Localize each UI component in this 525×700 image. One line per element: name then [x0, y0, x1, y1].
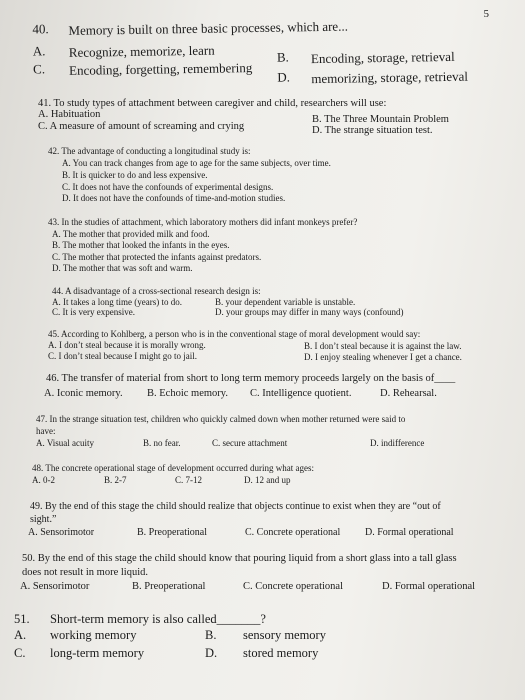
option-text: C. A measure of amount of screaming and crying: [38, 121, 245, 132]
question-stem: Memory is built on three basic processes, which are...: [68, 18, 349, 38]
question-stem: Short-term memory is also called_______?: [50, 612, 266, 626]
question-number: 51.: [14, 612, 30, 626]
question-stem-line: have:: [36, 426, 56, 436]
option-text: A. The mother that provided milk and food.: [52, 229, 210, 239]
question-stem: 41. To study types of attachment between caregiver and child, researchers will use:: [38, 98, 387, 109]
option-text: B. I don’t steal because it is against the law.: [304, 341, 462, 351]
option-text: A. Habituation: [38, 109, 101, 120]
question-stem-line: 47. In the strange situation test, children who quickly calmed down when mother returned were said to: [36, 414, 406, 424]
option-text: B. Preoperational: [132, 581, 206, 592]
option-text: A. 0-2: [32, 475, 55, 485]
option-text: long-term memory: [50, 646, 145, 660]
option-text: A. Iconic memory.: [44, 388, 123, 399]
option-text: D. Formal operational: [365, 527, 454, 538]
question-stem: 42. The advantage of conducting a longitudinal study is:: [48, 146, 251, 156]
option-letter: C.: [14, 646, 26, 660]
option-text: B. The Three Mountain Problem: [312, 114, 449, 125]
option-text: C. Concrete operational: [243, 581, 344, 592]
option-letter: B.: [205, 628, 217, 642]
option-letter: D.: [277, 69, 291, 85]
option-text: A. I don’t steal because it is morally wrong.: [48, 340, 206, 350]
option-letter: B.: [276, 49, 289, 65]
option-text: C. secure attachment: [212, 438, 288, 448]
option-text: D. 12 and up: [244, 475, 291, 485]
option-text: B. 2-7: [104, 475, 127, 485]
question-stem-line: 49. By the end of this stage the child should realize that objects continue to exist when they are “out of: [30, 501, 441, 512]
option-text: D. Rehearsal.: [380, 388, 437, 399]
option-text: D. The mother that was soft and warm.: [52, 263, 193, 273]
option-text: D. your groups may differ in many ways (confound): [215, 307, 404, 317]
option-text: sensory memory: [243, 628, 326, 642]
option-letter: A.: [32, 43, 46, 59]
question-stem: 46. The transfer of material from short to long term memory proceeds largely on the basis of____: [46, 373, 456, 384]
question-stem-line: 50. By the end of this stage the child should know that pouring liquid from a short glass into a tall glass: [22, 553, 457, 564]
option-text: stored memory: [243, 646, 319, 660]
option-text: D. I enjoy stealing whenever I get a chance.: [304, 352, 462, 362]
option-text: D. Formal operational: [382, 581, 476, 592]
page-number: 5: [483, 8, 489, 20]
option-text: C. The mother that protected the infants against predators.: [52, 252, 262, 262]
option-text: C. It is very expensive.: [52, 307, 135, 317]
option-text: D. indifference: [370, 438, 425, 448]
option-text: Recognize, memorize, learn: [68, 42, 215, 60]
option-text: C. I don’t steal because I might go to jail.: [48, 351, 198, 361]
option-text: C. It does not have the confounds of experimental designs.: [62, 182, 274, 192]
option-letter: C.: [32, 61, 46, 77]
option-text: B. Preoperational: [137, 527, 207, 538]
option-text: B. Echoic memory.: [147, 388, 228, 399]
option-text: B. no fear.: [143, 438, 181, 448]
question-stem-line: does not result in more liquid.: [22, 567, 148, 578]
question-stem-line: sight.”: [30, 514, 57, 525]
option-text: A. You can track changes from age to age for the same subjects, over time.: [62, 158, 331, 168]
question-stem: 45. According to Kohlberg, a person who is in the conventional stage of moral development would say:: [48, 329, 421, 339]
question-number: 40.: [32, 21, 49, 37]
option-text: Encoding, storage, retrieval: [310, 48, 455, 67]
option-text: Encoding, forgetting, remembering: [68, 60, 253, 78]
option-text: B. It is quicker to do and less expensive.: [62, 170, 208, 180]
option-text: D. The strange situation test.: [312, 125, 433, 136]
option-letter: A.: [14, 628, 27, 642]
option-text: C. Intelligence quotient.: [250, 388, 352, 399]
option-text: D. It does not have the confounds of time-and-motion studies.: [62, 193, 286, 203]
option-text: memorizing, storage, retrieval: [311, 68, 469, 87]
option-text: A. It takes a long time (years) to do.: [52, 297, 182, 307]
option-text: B. your dependent variable is unstable.: [215, 297, 356, 307]
question-stem: 48. The concrete operational stage of development occurred during what ages:: [32, 463, 314, 473]
option-text: B. The mother that looked the infants in the eyes.: [52, 240, 230, 250]
question-stem: 44. A disadvantage of a cross-sectional research design is:: [52, 286, 261, 296]
question-stem: 43. In the studies of attachment, which laboratory mothers did infant monkeys prefer?: [48, 217, 358, 227]
option-text: working memory: [50, 628, 137, 642]
option-text: A. Sensorimotor: [20, 581, 90, 592]
option-text: C. Concrete operational: [245, 527, 341, 538]
option-text: C. 7-12: [175, 475, 202, 485]
option-text: A. Sensorimotor: [28, 527, 95, 538]
option-letter: D.: [205, 646, 218, 660]
option-text: A. Visual acuity: [36, 438, 95, 448]
